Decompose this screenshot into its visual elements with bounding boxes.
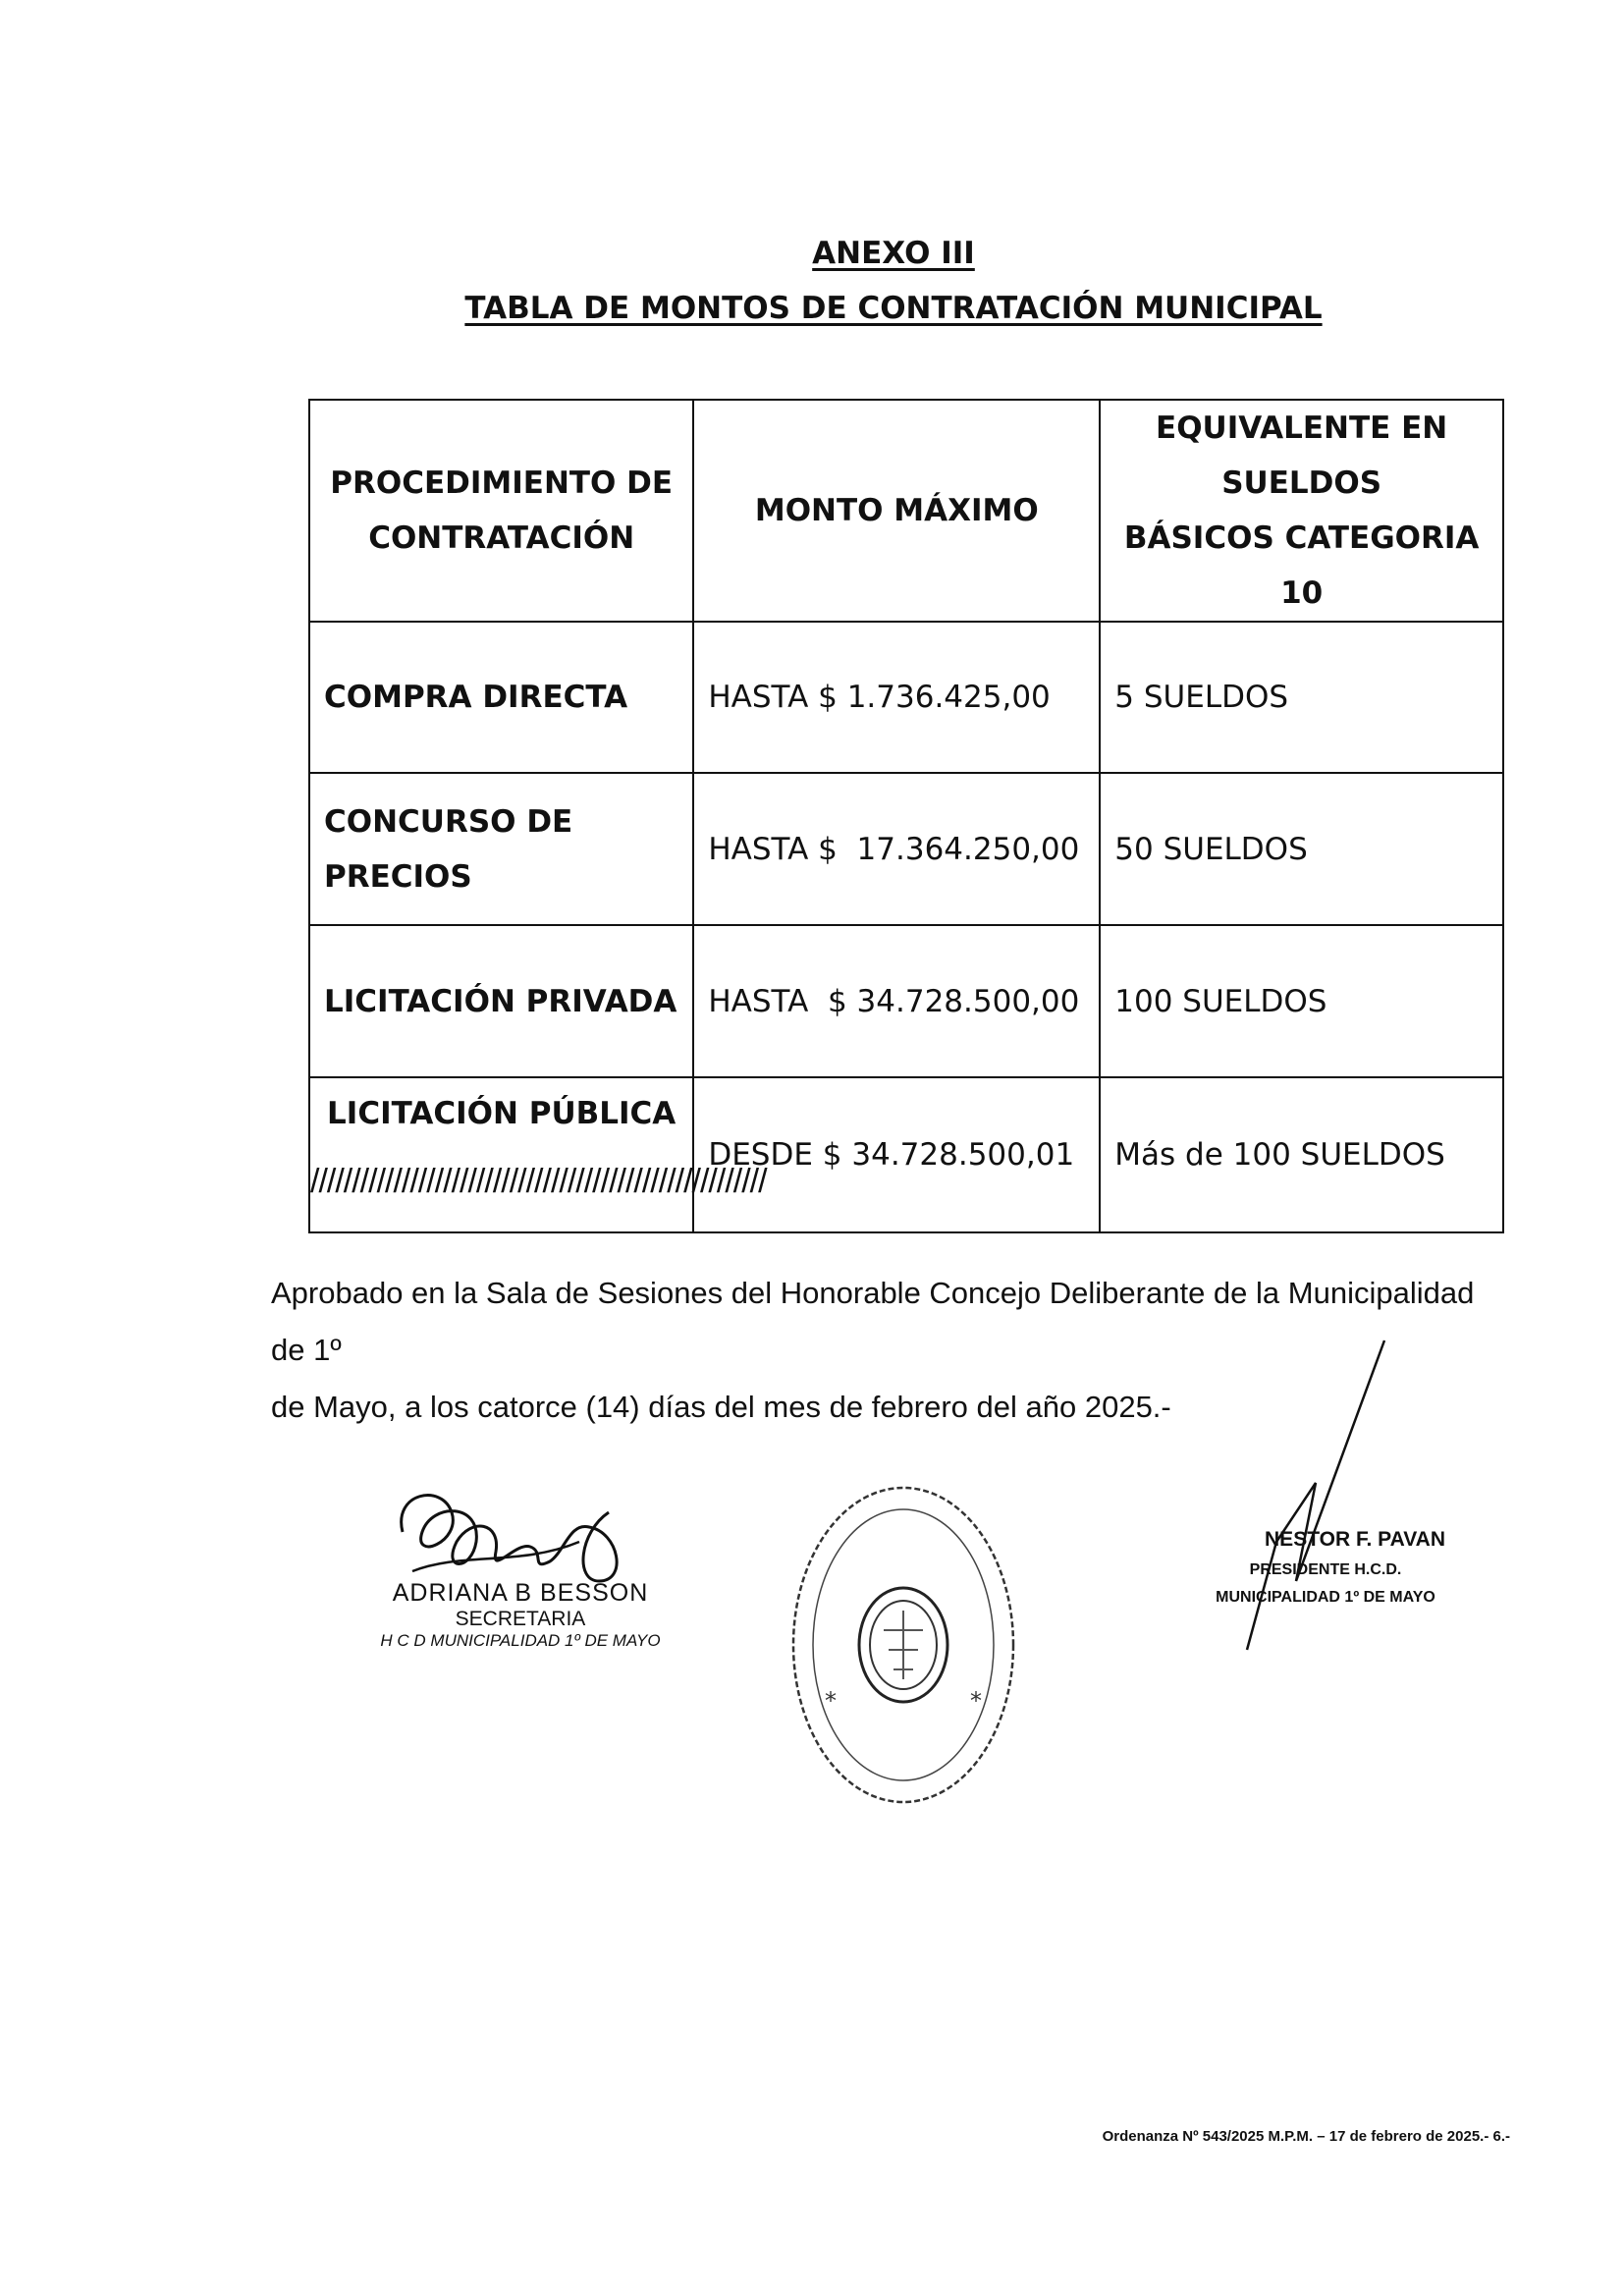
procedure-line1: CONCURSO DE [324,803,573,840]
amount-cell: HASTA $ 34.728.500,00 [693,925,1100,1077]
signer-role: SECRETARIA [455,1608,586,1630]
svg-text:*: * [970,1687,982,1715]
table-row [309,1077,1503,1232]
procedure-cell: LICITACIÓN PÚBLICA [309,1077,693,1232]
table-row [309,925,1503,1077]
table-row [309,622,1503,773]
amount-cell: HASTA $ 17.364.250,00 [693,773,1100,925]
procedure-cell [309,773,693,925]
separator-slashes: /////////////////////////////////////////////////////// [310,1163,767,1200]
amount-cell: HASTA $ 1.736.425,00 [693,622,1100,773]
signer-name: NESTOR F. PAVAN [1265,1528,1445,1551]
header-max-amount: MONTO MÁXIMO [693,400,1100,622]
approval-line: de Mayo, a los catorce (14) días del mes de febrero del año 2025.- [271,1390,1171,1424]
table-row [309,773,1503,925]
procedure-line2: PRECIOS [324,858,472,895]
signature-block-right [1168,1528,1483,1607]
municipal-seal [785,1473,1021,1807]
document-title: TABLA DE MONTOS DE CONTRATACIÓN MUNICIPAL [464,291,1323,326]
ordinance-footer: Ordenanza Nº 543/2025 M.P.M. – 17 de febrero de 2025.- 6.- [1102,2128,1510,2145]
header-salary-equivalent [1100,400,1503,622]
header-procedure-line2: CONTRATACIÓN [368,520,635,556]
procedure-cell: LICITACIÓN PRIVADA [309,925,693,1077]
contracting-amounts-table [308,399,1504,1233]
header-procedure-line1: PROCEDIMIENTO DE [330,465,674,501]
annex-heading: ANEXO III [812,236,975,271]
signer-role: PRESIDENTE H.C.D. [1249,1561,1402,1578]
amount-cell: DESDE $ 34.728.500,01 [693,1077,1100,1232]
signer-organization: MUNICIPALIDAD 1º DE MAYO [1216,1589,1435,1606]
salaries-cell: Más de 100 SUELDOS [1100,1077,1503,1232]
header-procedure [309,400,693,622]
signer-organization: H C D MUNICIPALIDAD 1º DE MAYO [380,1631,661,1650]
table-header-row [309,400,1503,622]
signer-name: ADRIANA B BESSON [392,1579,649,1607]
procedure-cell: COMPRA DIRECTA [309,622,693,773]
approval-line: Aprobado en la Sala de Sesiones del Honorable Concejo Deliberante de la Municipalidad de 1º [271,1276,1475,1367]
signature-block-left [373,1579,668,1651]
header-salary-line2: SUELDOS [1221,465,1382,501]
salaries-cell: 5 SUELDOS [1100,622,1503,773]
header-salary-line3: BÁSICOS CATEGORIA 10 [1123,520,1480,611]
salaries-cell: 50 SUELDOS [1100,773,1503,925]
header-salary-line1: EQUIVALENTE EN [1156,410,1448,446]
salaries-cell: 100 SUELDOS [1100,925,1503,1077]
svg-text:*: * [825,1687,837,1715]
handwritten-signature-right [1227,1336,1404,1660]
